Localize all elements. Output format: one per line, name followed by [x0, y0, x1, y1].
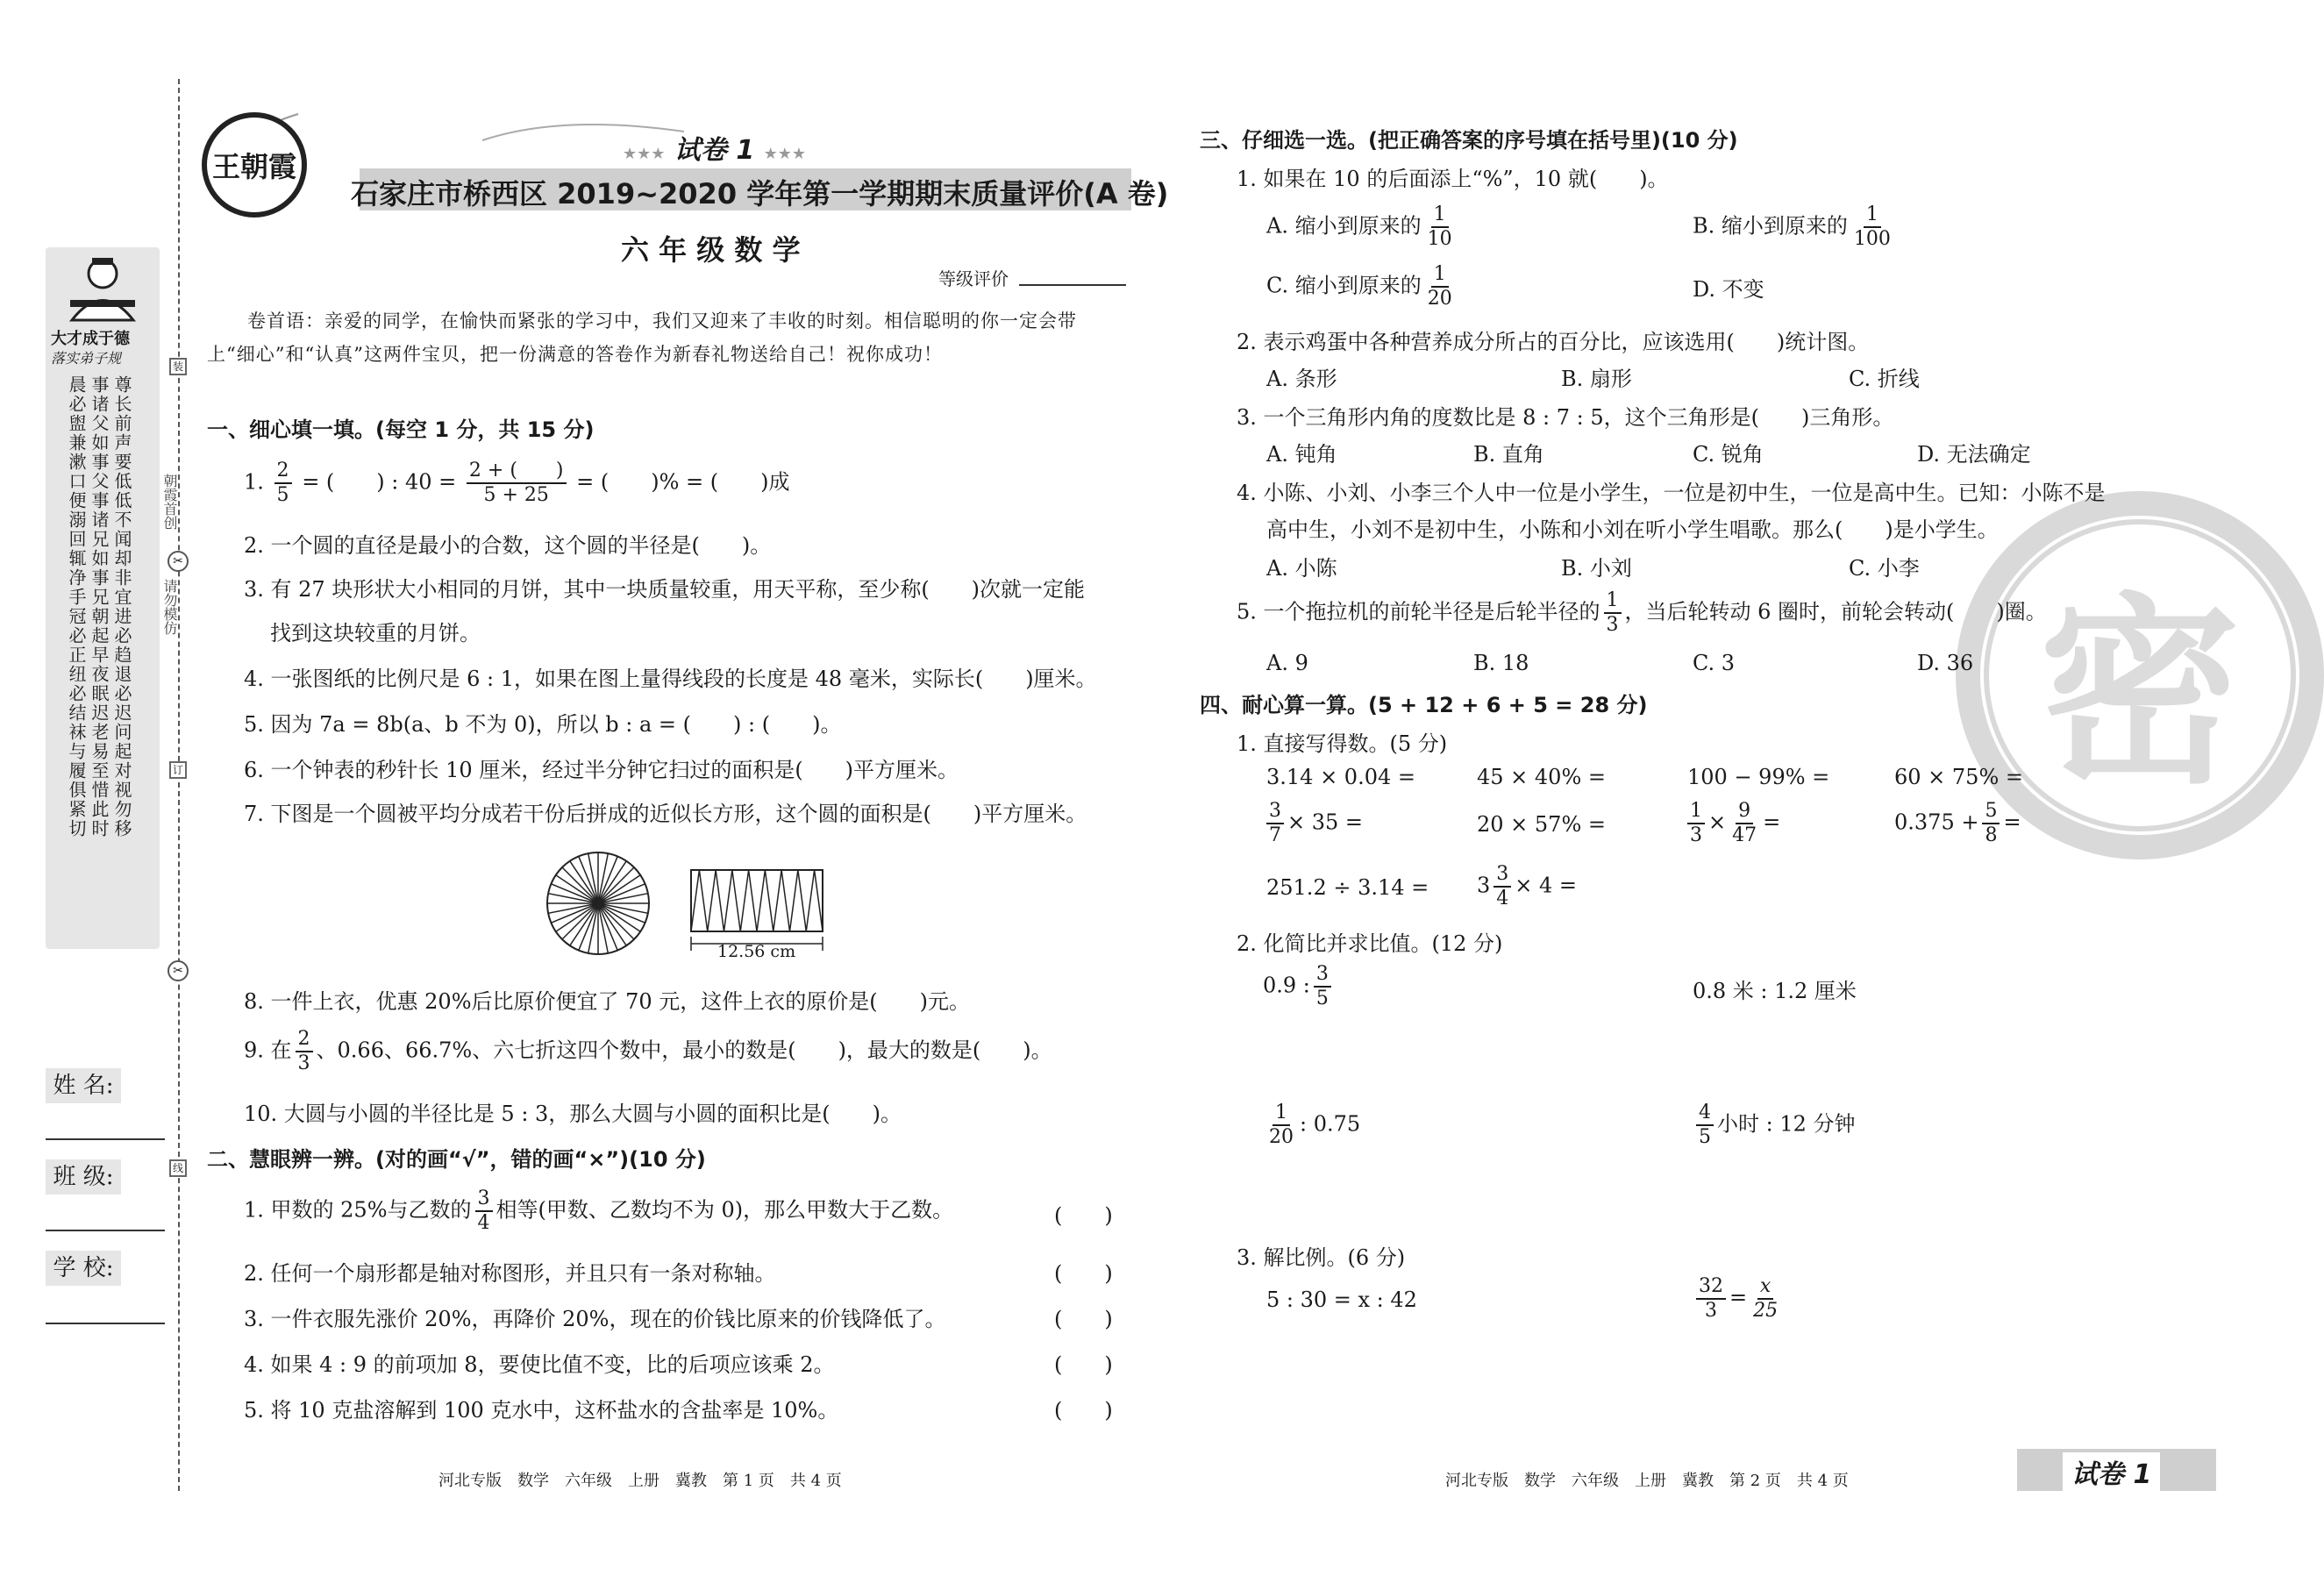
circle-sector-line [598, 903, 634, 939]
logo: 王朝霞 [202, 112, 307, 218]
answer-paren[interactable]: ( ) [1054, 1307, 1113, 1331]
circle-sector-line [562, 903, 598, 939]
s4-part2: 2. 化简比并求比值。(12 分) [1237, 931, 1503, 956]
s3-q3-option-b[interactable]: B. 直角 [1473, 442, 1544, 467]
cut-line [178, 79, 180, 1491]
s4-part3: 3. 解比例。(6 分) [1237, 1245, 1406, 1270]
couplet-column: 事诸父如事父事诸兄如事兄朝起早夜眠迟老易至惜此时 [89, 375, 110, 838]
s3-q4-cont: 高中生，小刘不是初中生，小陈和小刘在听小学生唱歌。那么( )是小学生。 [1266, 517, 1999, 542]
s1-q3: 3. 有 27 块形状大小相同的月饼，其中一块质量较重，用天平称，至少称( )次就一定能 [244, 577, 1086, 602]
s1-q7: 7. 下图是一个圆被平均分成若干份后拼成的近似长方形，这个圆的面积是( )平方厘米。 [244, 802, 1087, 826]
exam-title: 石家庄市桥西区 2019~2020 学年第一学期期末质量评价(A 卷) [351, 177, 1169, 210]
s3-q5-option-d[interactable]: D. 36 [1917, 651, 1974, 675]
circle-sector-line [598, 867, 634, 903]
s3-q1: 1. 如果在 10 的后面添上“%”，10 就( )。 [1237, 167, 1669, 191]
scholar-icon [63, 254, 142, 324]
section3-title: 三、仔细选一选。(把正确答案的序号填在括号里)(10 分) [1200, 128, 1738, 153]
section1-title: 一、细心填一填。(每空 1 分，共 15 分) [207, 417, 595, 442]
cut-note: 朝霞首创 [161, 474, 178, 530]
s2-q3: 3. 一件衣服先涨价 20%，再降价 20%，现在的价钱比原来的价钱降低了。 [244, 1307, 946, 1331]
s3-q1-option-d[interactable]: D. 不变 [1693, 277, 1764, 302]
s1-q6: 6. 一个钟表的秒针长 10 厘米，经过半分钟它扫过的面积是( )平方厘米。 [244, 758, 959, 782]
motto-top: 大才成于德 [51, 330, 130, 348]
preface-line: 上“细心”和“认真”这两件宝贝，把一份满意的答卷作为新春礼物送给自己！祝你成功！ [207, 344, 943, 365]
s3-q4-option-c[interactable]: C. 小李 [1849, 556, 1920, 581]
calc-item: 45 × 40% = [1477, 765, 1606, 789]
grade-eval-field[interactable] [1019, 284, 1126, 286]
s3-q3-option-a[interactable]: A. 钝角 [1266, 442, 1337, 467]
ratio-item: 0.8 米 : 1.2 厘米 [1693, 979, 1857, 1003]
series-label-text: 试卷 1 [674, 135, 755, 166]
s1-q1: 1. $\frac{2}{5}$ = ( ) : 40 = $\frac{2 + ( )}{5 + 25}$ = ( )% = ( )成 [244, 460, 790, 506]
s4-part1: 1. 直接写得数。(5 分) [1237, 731, 1448, 756]
answer-paren[interactable]: ( ) [1054, 1352, 1113, 1377]
s3-q3: 3. 一个三角形内角的度数比是 8 : 7 : 5，这个三角形是( )三角形。 [1237, 405, 1894, 430]
s2-q5: 5. 将 10 克盐溶解到 100 克水中，这杯盐水的含盐率是 10%。 [244, 1398, 839, 1423]
section4-title: 四、耐心算一算。(5 + 12 + 6 + 5 = 28 分) [1200, 693, 1648, 717]
footer-page1: 河北专版 数学 六年级 上册 冀教 第 1 页 共 4 页 [438, 1472, 842, 1490]
s3-q2: 2. 表示鸡蛋中各种营养成分所占的百分比，应该选用( )统计图。 [1237, 330, 1870, 354]
s1-q2: 2. 一个圆的直径是最小的合数，这个圆的半径是( )。 [244, 533, 772, 558]
series-label [623, 128, 806, 167]
calc-item: 3 $\frac{3}{4}$ × 4 = [1477, 863, 1578, 909]
class-field[interactable] [46, 1230, 165, 1231]
calc-item: $\frac{1}{3}$ × $\frac{9}{47}$ = [1684, 802, 1780, 845]
section2-title: 二、慧眼辨一辨。(对的画“√”，错的画“×”)(10 分) [207, 1147, 706, 1172]
school-field[interactable] [46, 1323, 165, 1324]
s3-q1-option-a[interactable]: A. 缩小到原来的 $\frac{1}{10}$ [1266, 203, 1452, 250]
figure-caption: 12.56 cm [717, 942, 796, 961]
preface-line: 卷首语：亲爱的同学，在愉快而紧张的学习中，我们又迎来了丰收的时刻。相信聪明的你一定会带 [247, 310, 1077, 332]
s3-q4-option-b[interactable]: B. 小刘 [1561, 556, 1632, 581]
star-icon: ★★★ [763, 145, 807, 163]
s3-q5: 5. 一个拖拉机的前轮半径是后轮半径的 $\frac{1}{3}$ ，当后轮转动 6 圈时，前轮会转动( )圈。 [1237, 589, 2047, 636]
calc-item: 3.14 × 0.04 = [1266, 765, 1415, 789]
bind-icon: 订 [169, 761, 187, 779]
s3-q3-option-d[interactable]: D. 无法确定 [1917, 442, 2031, 467]
class-label: 班 级: [46, 1159, 121, 1195]
motto-bottom: 落实弟子规 [51, 350, 122, 367]
answer-paren[interactable]: ( ) [1054, 1261, 1113, 1286]
s2-q4: 4. 如果 4 : 9 的前项加 8，要使比值不变，比的后项应该乘 2。 [244, 1352, 835, 1377]
s3-q2-option-a[interactable]: A. 条形 [1266, 367, 1337, 391]
s3-q4: 4. 小陈、小刘、小李三个人中一位是小学生，一位是初中生，一位是高中生。已知：小陈不是 [1237, 481, 2106, 505]
s2-q2: 2. 任何一个扇形都是轴对称图形，并且只有一条对称轴。 [244, 1261, 776, 1286]
calc-item: 0.375 + $\frac{5}{8}$ = [1894, 800, 2021, 846]
s3-q4-option-a[interactable]: A. 小陈 [1266, 556, 1337, 581]
calc-item: 20 × 57% = [1477, 812, 1606, 837]
s3-q1-option-c[interactable]: C. 缩小到原来的 $\frac{1}{20}$ [1266, 263, 1452, 310]
subject-title: 六 年 级 数 学 [621, 233, 801, 267]
couplet-column: 晨必盥兼漱口便溺回辄净手冠必正纽必结袜与履俱紧切 [66, 375, 87, 838]
calc-item: 60 × 75% = [1894, 765, 2023, 789]
s1-q5: 5. 因为 7a = 8b(a、b 不为 0)，所以 b : a = ( ) : ( )。 [244, 712, 842, 737]
name-field[interactable] [46, 1138, 165, 1140]
ratio-item: 0.9 : $\frac{3}{5}$ [1263, 965, 1335, 1009]
s3-q5-option-c[interactable]: C. 3 [1693, 651, 1736, 675]
s1-q8: 8. 一件上衣，优惠 20%后比原价便宜了 70 元，这件上衣的原价是( )元。 [244, 989, 971, 1014]
grade-eval-label: 等级评价 [938, 268, 1009, 289]
confidential-stamp: 密 [1984, 519, 2296, 831]
cut-note: 请勿模仿 [161, 579, 178, 635]
proportion-item: 5 : 30 = x : 42 [1266, 1287, 1417, 1312]
bind-icon: 装 [169, 358, 187, 375]
s3-q5-option-b[interactable]: B. 18 [1473, 651, 1529, 675]
footer-page2: 河北专版 数学 六年级 上册 冀教 第 2 页 共 4 页 [1445, 1472, 1849, 1490]
series-tag: 试卷 1 [2063, 1452, 2160, 1491]
ratio-item: $\frac{1}{20}$ : 0.75 [1269, 1102, 1361, 1148]
s1-q10: 10. 大圆与小圆的半径比是 5 : 3，那么大圆与小圆的面积比是( )。 [244, 1102, 902, 1126]
s2-q1: 1. 甲数的 25%与乙数的 $\frac{3}{4}$ 相等(甲数、乙数均不为 0)，那么甲数大于乙数。 [244, 1187, 954, 1234]
s3-q1-option-b[interactable]: B. 缩小到原来的 $\frac{1}{100}$ [1693, 203, 1891, 250]
s3-q2-option-b[interactable]: B. 扇形 [1561, 367, 1632, 391]
couplet-column: 尊长前声要低低不闻却非宜进必趋退必迟问起对视勿移 [111, 375, 132, 838]
circle-sector-line [562, 867, 598, 903]
name-label: 姓 名: [46, 1068, 121, 1103]
answer-paren[interactable]: ( ) [1054, 1398, 1113, 1423]
s1-q4: 4. 一张图纸的比例尺是 6 : 1，如果在图上量得线段的长度是 48 毫米，实际长( )厘米。 [244, 667, 1097, 691]
calc-item: 100 − 99% = [1687, 765, 1830, 789]
scissor-icon: ✂ [168, 551, 189, 572]
s1-q9: 9. 在 $\frac{2}{3}$ 、0.66、66.7%、六七折这四个数中，最小的数是( )，最大的数是( )。 [244, 1028, 1052, 1074]
answer-paren[interactable]: ( ) [1054, 1203, 1113, 1228]
s1-q3-cont: 找到这块较重的月饼。 [270, 621, 481, 645]
ratio-item: $\frac{4}{5}$ 小时 : 12 分钟 [1693, 1103, 1856, 1147]
star-icon: ★★★ [623, 145, 666, 163]
bind-icon: 线 [169, 1159, 187, 1177]
rectangle-zigzag [691, 870, 823, 931]
scissor-icon: ✂ [168, 960, 189, 981]
s3-q2-option-c[interactable]: C. 折线 [1849, 367, 1920, 391]
s3-q5-option-a[interactable]: A. 9 [1266, 651, 1308, 675]
proportion-item: $\frac{32}{3}$ = $\frac{x}{25}$ [1693, 1277, 1784, 1321]
calc-item: 251.2 ÷ 3.14 = [1266, 875, 1429, 900]
calc-item: $\frac{3}{7}$ × 35 = [1263, 802, 1363, 845]
s3-q3-option-c[interactable]: C. 锐角 [1693, 442, 1764, 467]
school-label: 学 校: [46, 1251, 121, 1286]
